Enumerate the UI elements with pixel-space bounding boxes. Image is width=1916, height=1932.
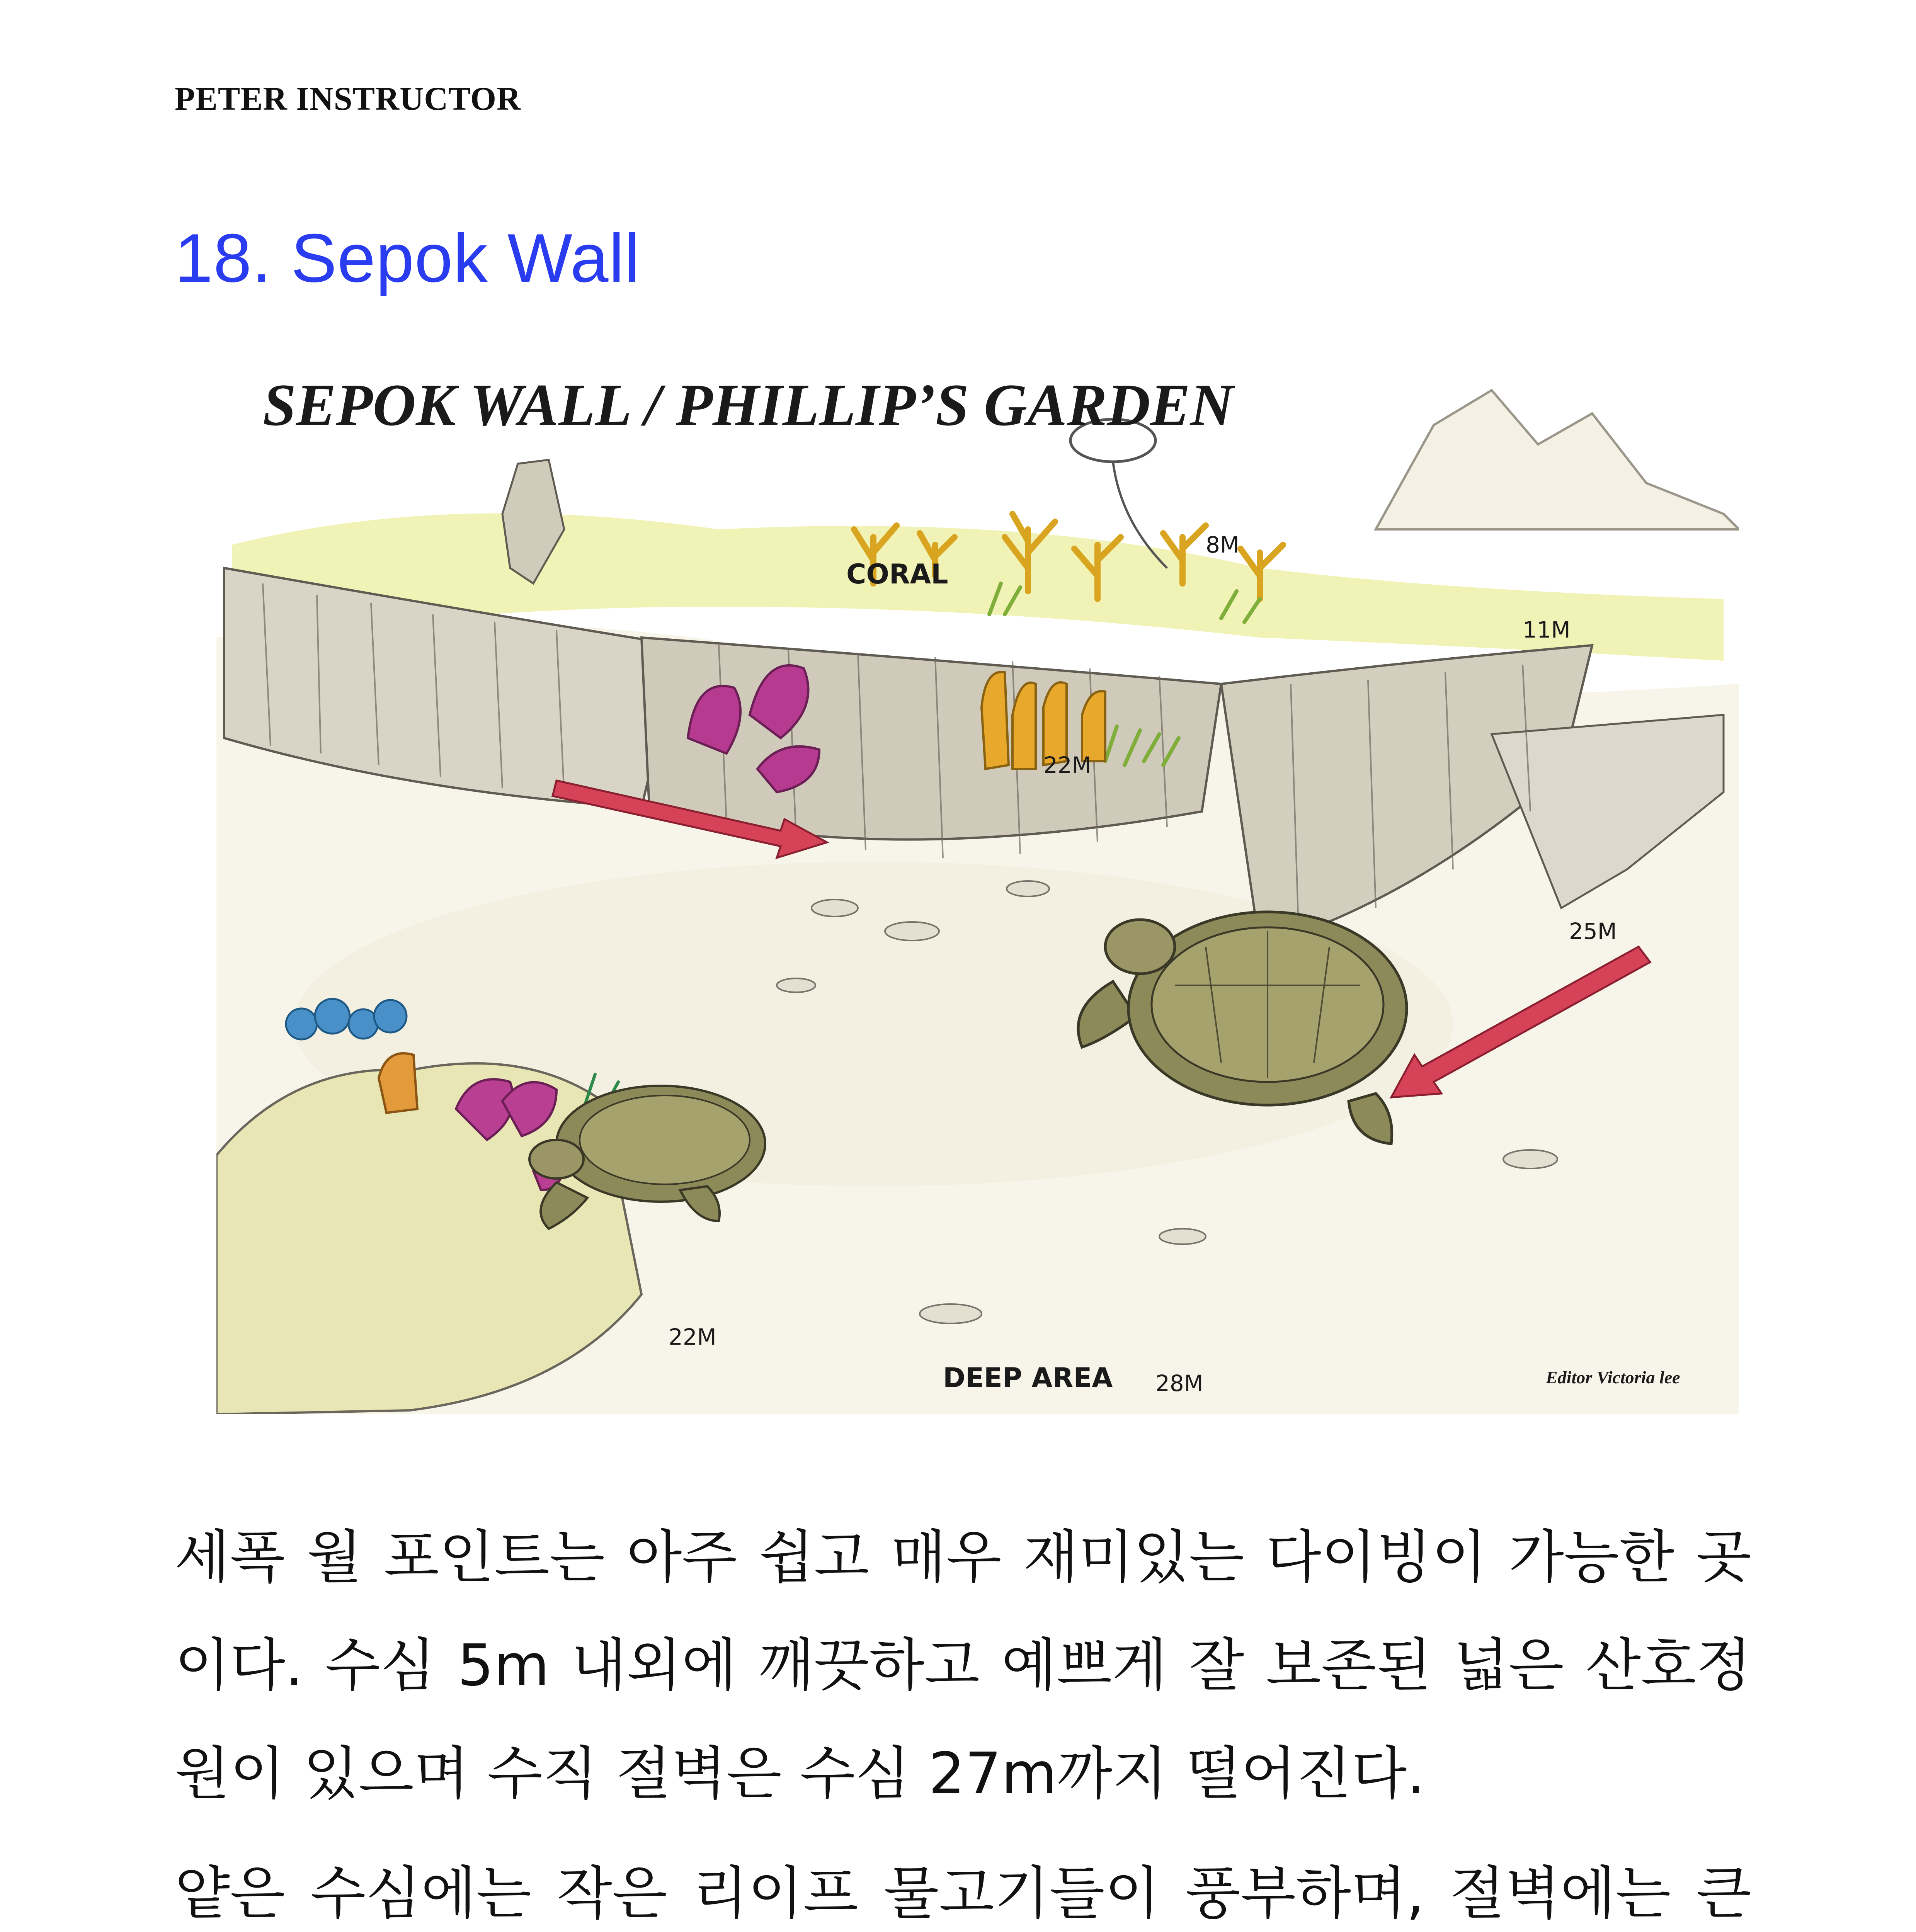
label-depth-8m: 8M: [1206, 532, 1239, 558]
body-paragraph-2: 얕은 수심에는 작은 리이프 물고기들이 풍부하며, 절벽에는 큰: [175, 1860, 1751, 1927]
label-depth-11m: 11M: [1523, 617, 1571, 643]
dive-site-illustration: [216, 367, 1739, 1414]
illustration-title: SEPOK WALL / PHILLIP’S GARDEN: [263, 372, 1234, 438]
label-coral: CORAL: [846, 558, 948, 590]
label-depth-28m: 28M: [1155, 1370, 1203, 1396]
label-depth-22m-wall: 22M: [1043, 752, 1091, 778]
running-header: PETER INSTRUCTOR: [175, 80, 521, 117]
body-paragraph-1: 세폭 월 포인트는 아주 쉽고 매우 재미있는 다이빙이 가능한 곳이다. 수심 5m 내외에 깨끗하고 예쁘게 잘 보존된 넓은 산호정원이 있으며 수직 절벽은 수심 27m까지 떨어진다.: [175, 1524, 1751, 1807]
label-deep-area: DEEP AREA: [943, 1362, 1113, 1394]
illustration-credit: Editor Victoria lee: [1546, 1367, 1680, 1387]
section-title: 18. Sepok Wall: [175, 219, 640, 296]
label-depth-25m: 25M: [1569, 918, 1617, 944]
label-depth-22m-reef: 22M: [669, 1324, 716, 1350]
